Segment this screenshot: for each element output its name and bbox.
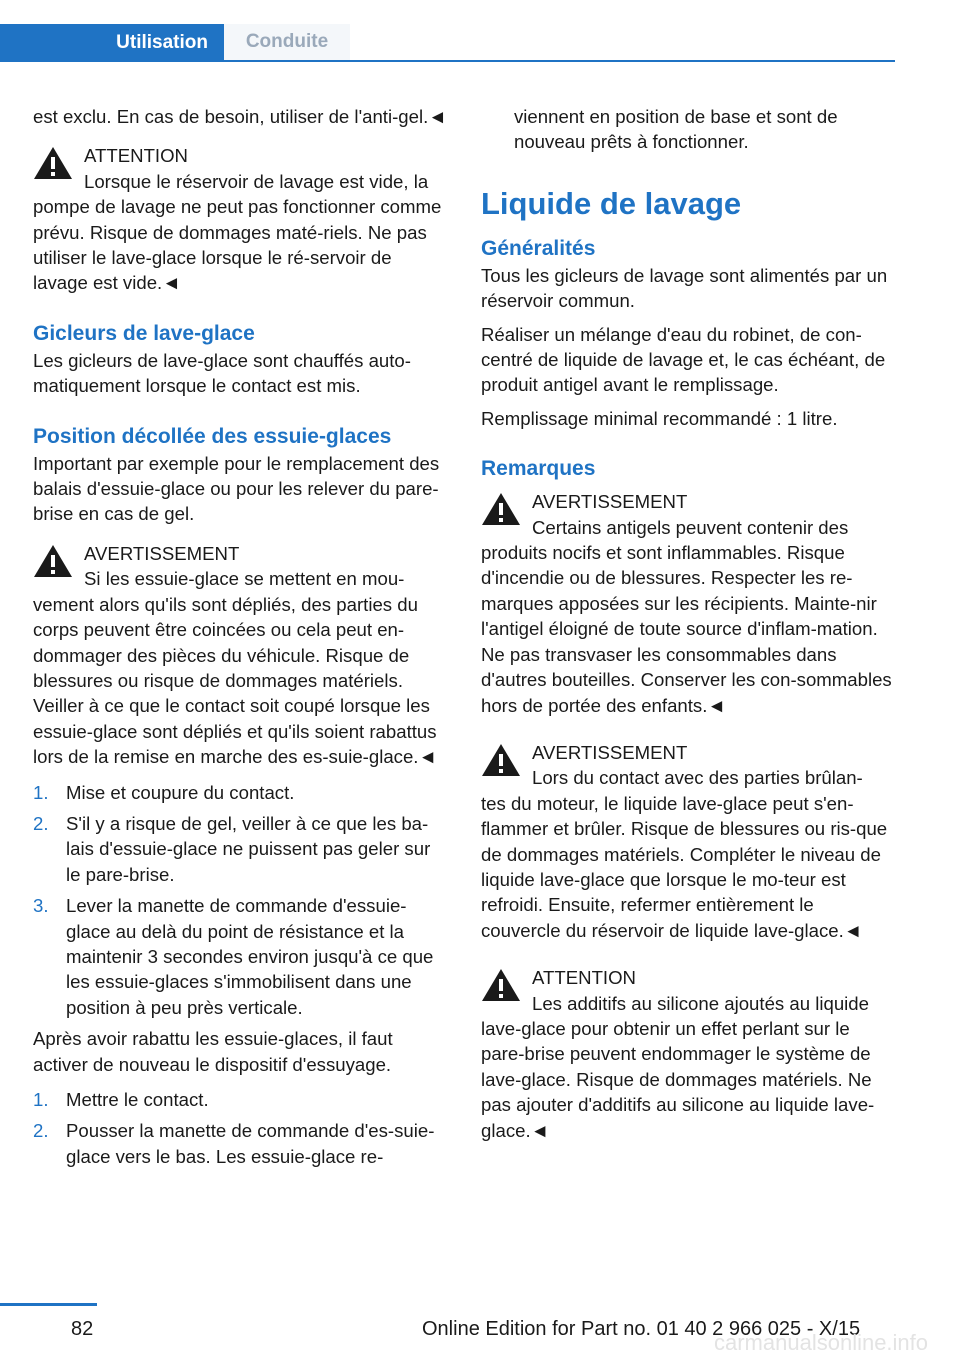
list-item <box>33 780 449 805</box>
warning-body: pompe de lavage ne peut pas fonctionner comme prévu. Risque de dommages maté‐riels. Ne pas utiliser le lave-glace lorsque le ré‐servoir de lavage est vide.◄ <box>33 196 442 294</box>
section-remarques <box>481 455 895 483</box>
tab-utilisation-label: Utilisation <box>116 32 208 53</box>
tab-conduite[interactable] <box>224 24 350 60</box>
generalites-p1: Tous les gicleurs de lavage sont alimentés par un réservoir commun. <box>481 264 888 312</box>
warning-avertissement-brulant <box>481 740 895 943</box>
warning-body: lave-glace pour obtenir un effet perlant sur le pare-brise peuvent endommager le système de lave-glace. Risque de dommages matériels. Ne pas ajouter d'additifs au silicone au liquide lave-glace.◄ <box>481 1017 875 1141</box>
list-text: Lever la manette de commande d'essuie-glace au delà du point de résistance et la maintenir 3 secondes environ jusqu'à ce que les essuie-glaces s'immobilisent dans une position à peu près verticale. <box>66 895 434 1018</box>
gicleurs-text: Les gicleurs de lave-glace sont chauffés auto‐matiquement lorsque le contact est mis. <box>33 349 411 397</box>
warning-triangle-icon <box>481 967 521 1003</box>
watermark-text: carmanualsonline.info <box>714 1330 929 1355</box>
list-item <box>33 893 449 1020</box>
list-number: 2. <box>33 812 49 834</box>
generalites-p2: Réaliser un mélange d'eau du robinet, de con‐centré de liquide de lavage et, le cas échéant, de produit antigel avant le remplissage. <box>481 323 886 396</box>
warning-first-line: Si les essuie-glace se mettent en mou‐ <box>84 568 405 590</box>
heading-generalites: Généralités <box>481 236 596 260</box>
intro-text: est exclu. En cas de besoin, utiliser de l'anti‐gel.◄ <box>33 106 447 127</box>
warning-body: tes du moteur, le liquide lave-glace peut s'en‐flammer et brûler. Risque de blessures ou ris‐que de dommages matériels. Compléter le niveau de liquide lave-glace que lorsque le mo‐teur est refroidi. Ensuite, refermer entièrement le couvercle du réservoir de liquide lave-glace.◄ <box>481 792 888 941</box>
section-gicleurs <box>33 320 449 399</box>
right-column <box>481 104 895 1151</box>
position-text: Important par exemple pour le remplacement des balais d'essuie-glace ou pour les relever du pare-brise en cas de gel. <box>33 452 440 525</box>
steps-list-2 <box>33 1087 449 1169</box>
list-number: 3. <box>33 895 49 917</box>
heading-remarques: Remarques <box>481 457 596 481</box>
warning-first-line: Lorsque le réservoir de lavage est vide, la <box>84 170 429 192</box>
warning-avertissement-antigel <box>481 489 895 718</box>
tab-conduite-label: Conduite <box>245 31 329 52</box>
tab-underline <box>0 60 895 62</box>
page-number: 82 <box>71 1318 94 1340</box>
warning-avertissement-essuie-glace <box>33 541 449 770</box>
warning-attention-reservoir <box>33 143 449 295</box>
list-text: Mise et coupure du contact. <box>66 781 295 803</box>
warning-title: ATTENTION <box>532 967 636 989</box>
list-number: 1. <box>33 1089 49 1110</box>
warning-triangle-icon <box>33 145 73 181</box>
warning-body: vement alors qu'ils sont dépliés, des parties du corps peuvent être coincées ou cela peut en‐dommager des pièces du véhicule. Risque de blessures ou risque de dommages matériels. Veiller à ce que le contact soit coupé lorsque les essuie-glace sont dépliés et qu'ils soient rabattus lors de la remise en marche des es‐suie-glace.◄ <box>33 593 437 768</box>
warning-title: AVERTISSEMENT <box>532 491 688 513</box>
list-number: 1. <box>33 781 49 803</box>
list-text: S'il y a risque de gel, veiller à ce que les ba‐lais d'essuie-glace ne puissent pas geler sur le pare-brise. <box>66 812 431 885</box>
warning-title: AVERTISSEMENT <box>532 741 688 763</box>
warning-triangle-icon <box>481 742 521 778</box>
chapter-tab-bar <box>0 24 895 62</box>
generalites-p3: Remplissage minimal recommandé : 1 litre. <box>481 407 838 429</box>
list-item <box>33 1087 449 1112</box>
list-text: Mettre le contact. <box>66 1089 209 1110</box>
continuation-text: viennent en position de base et sont de nouveau prêts à fonctionner. <box>514 106 838 153</box>
heading-liquide-de-lavage: Liquide de lavage <box>481 185 742 221</box>
list-number: 2. <box>33 1120 49 1142</box>
warning-title: ATTENTION <box>84 145 188 167</box>
warning-title: AVERTISSEMENT <box>84 542 240 564</box>
section-position <box>33 423 449 527</box>
warning-first-line: Les additifs au silicone ajoutés au liquide <box>532 992 869 1014</box>
warning-attention-silicone <box>481 965 895 1143</box>
tab-utilisation[interactable] <box>0 24 224 62</box>
steps-list-1 <box>33 780 449 1021</box>
heading-gicleurs: Gicleurs de lave-glace <box>33 321 255 345</box>
list-text: Pousser la manette de commande d'es‐suie-glace vers le bas. Les essuie-glace re‐ <box>66 1120 435 1167</box>
after-text: Après avoir rabattu les essuie-glaces, il faut activer de nouveau le dispositif d'essuyage. <box>33 1028 393 1075</box>
list-item <box>33 1118 449 1169</box>
warning-triangle-icon <box>33 543 73 579</box>
warning-first-line: Certains antigels peuvent contenir des <box>532 516 849 538</box>
list-item <box>33 811 449 887</box>
warning-first-line: Lors du contact avec des parties brûlan‐ <box>532 767 863 789</box>
footer-rule <box>0 1303 97 1306</box>
edition-text: Online Edition for Part no. 01 40 2 966 025 - X/15 <box>422 1318 861 1340</box>
heading-position: Position décollée des essuie-glaces <box>33 424 392 448</box>
left-column <box>33 104 449 1175</box>
warning-triangle-icon <box>481 491 521 527</box>
warning-body: produits nocifs et sont inflammables. Risque d'incendie ou de blessures. Respecter les re‐marques apposées sur les récipients. Mainte‐nir l'antigel éloigné de toute source d'inflam‐mation. Ne pas transvaser les consommables dans d'autres bouteilles. Conserver les con‐sommables hors de portée des enfants.◄ <box>481 542 892 716</box>
